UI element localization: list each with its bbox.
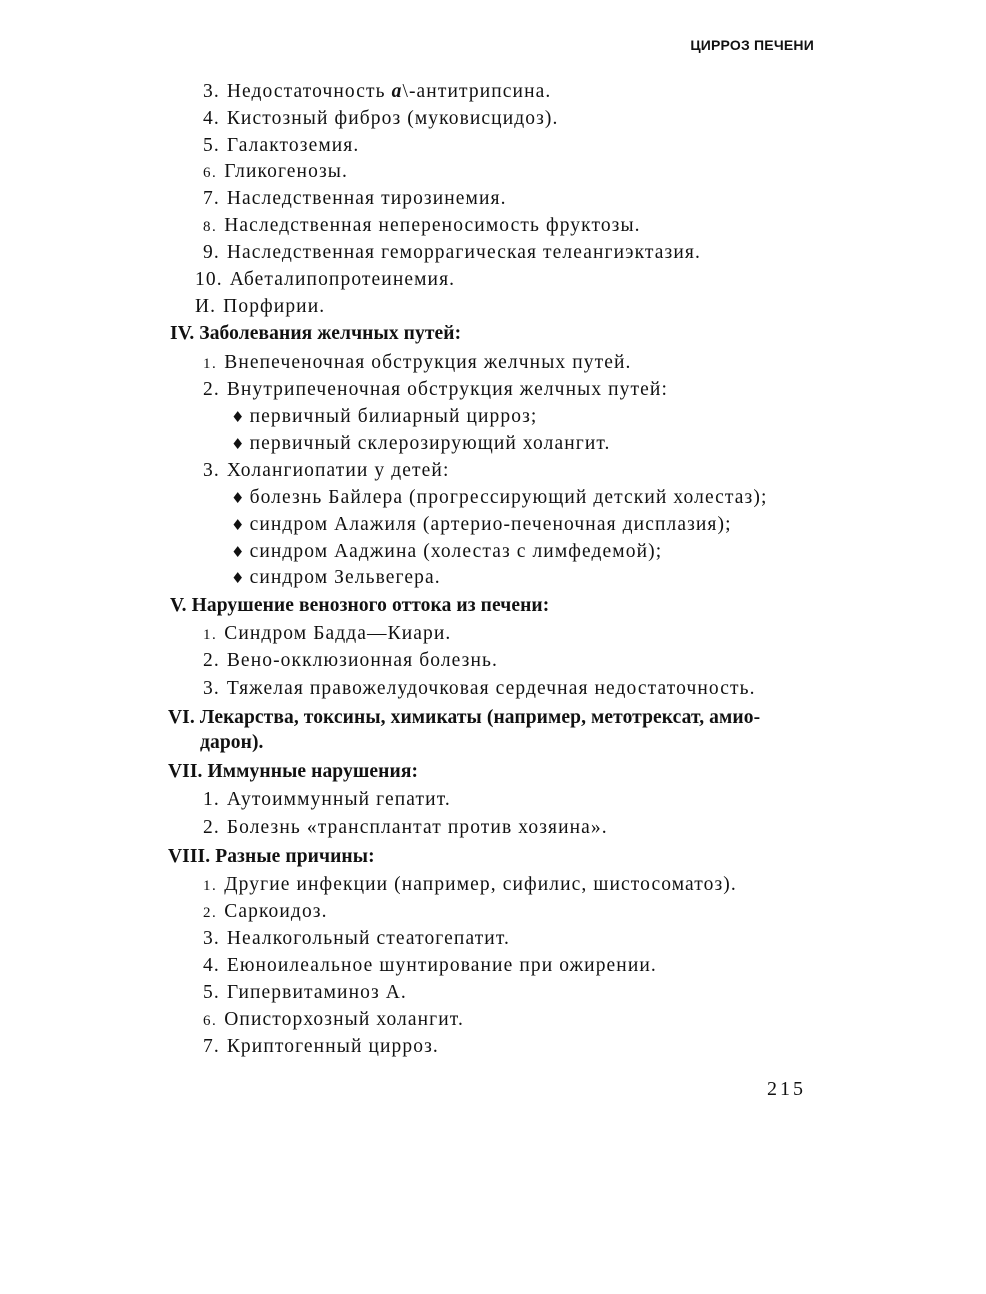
list-item: [203, 816, 608, 840]
item-text: Гликогенозы.: [224, 161, 348, 182]
item-number: 2.: [203, 905, 218, 921]
bullet-text: болезнь Байлера (прогрессирующий детский холестаз);: [249, 487, 768, 508]
list-item: [203, 954, 657, 978]
item-text: Внутрипеченочная обструкция желчных путей:: [226, 379, 668, 400]
item-text: Наследственная непереносимость фруктозы.: [224, 215, 641, 236]
list-item: [203, 80, 551, 104]
item-text: Порфирии.: [223, 296, 326, 317]
item-number: 3.: [203, 678, 220, 699]
bullet-text: синдром Ааджина (холестаз с лимфедемой);: [249, 541, 663, 562]
list-item: [203, 981, 407, 1005]
section-heading-vii: VII. Иммунные нарушения:: [168, 761, 419, 782]
list-item: [203, 214, 641, 239]
diamond-bullet-icon: ♦: [231, 516, 246, 534]
list-item: [203, 378, 668, 402]
diamond-bullet-icon: ♦: [231, 543, 246, 561]
item-number: И.: [195, 296, 217, 317]
item-text-pre: Недостаточность: [226, 81, 392, 102]
item-text: Неалкогольный стеатогепатит.: [226, 928, 510, 949]
running-title: ЦИРРОЗ ПЕЧЕНИ: [690, 37, 814, 53]
diamond-bullet-icon: ♦: [231, 435, 246, 453]
item-number: 5.: [203, 982, 220, 1003]
item-number: 4.: [203, 108, 220, 129]
list-item: [203, 187, 507, 211]
item-number: 10.: [195, 269, 223, 290]
item-number: 3.: [203, 460, 220, 481]
item-text: Вено-окклюзионная болезнь.: [226, 650, 498, 671]
item-number: 6.: [203, 1013, 218, 1029]
item-text: Еюноилеальное шунтирование при ожирении.: [226, 955, 657, 976]
diamond-bullet-icon: ♦: [231, 408, 246, 426]
item-number: 1.: [203, 878, 218, 894]
bullet-text: первичный билиарный цирроз;: [249, 406, 538, 427]
bullet-item: [231, 486, 767, 510]
item-text-symbol: a: [391, 81, 403, 102]
list-item: [203, 788, 451, 812]
item-text-post: \-антитрипсина.: [402, 81, 552, 102]
list-item: [203, 1035, 439, 1059]
list-item: [203, 160, 348, 185]
item-number: 3.: [203, 928, 220, 949]
item-number: 4.: [203, 955, 220, 976]
list-item: [203, 900, 328, 925]
item-number: 2.: [203, 650, 220, 671]
bullet-text: синдром Алажиля (артерио-печеночная дисплазия);: [249, 514, 732, 535]
item-number: 1.: [203, 356, 218, 372]
list-item: [203, 622, 451, 647]
list-item: [203, 677, 756, 701]
bullet-item: [231, 540, 662, 564]
list-item: [203, 927, 510, 951]
item-text: Кистозный фиброз (муковисцидоз).: [226, 108, 559, 129]
list-item: [203, 649, 498, 673]
list-item: [195, 295, 325, 319]
list-item: [203, 107, 559, 131]
item-number: 1.: [203, 789, 220, 810]
section-heading-viii: VIII. Разные причины:: [168, 846, 375, 867]
item-number: 2.: [203, 817, 220, 838]
item-number: 7.: [203, 188, 220, 209]
list-item: [203, 1008, 464, 1033]
item-text: Внепеченочная обструкция желчных путей.: [224, 352, 632, 373]
item-number: 9.: [203, 242, 220, 263]
section-heading-iv: IV. Заболевания желчных путей:: [170, 323, 462, 344]
section-heading-vi-continuation: дарон).: [200, 732, 264, 753]
item-number: 1.: [203, 627, 218, 643]
diamond-bullet-icon: ♦: [231, 489, 246, 507]
section-heading-v: V. Нарушение венозного оттока из печени:: [170, 595, 550, 616]
item-text: Болезнь «трансплантат против хозяина».: [226, 817, 608, 838]
item-text: Описторхозный холангит.: [224, 1009, 464, 1030]
item-number: 3.: [203, 81, 220, 102]
item-number: 8.: [203, 219, 218, 235]
item-text: Криптогенный цирроз.: [226, 1036, 439, 1057]
list-item: [203, 241, 701, 265]
list-item: [203, 134, 359, 158]
item-text: Галактоземия.: [226, 135, 360, 156]
item-number: 2.: [203, 379, 220, 400]
item-text: Наследственная тирозинемия.: [226, 188, 507, 209]
item-text: Синдром Бадда—Киари.: [224, 623, 452, 644]
bullet-item: [231, 405, 537, 429]
item-number: 5.: [203, 135, 220, 156]
item-text: Тяжелая правожелудочковая сердечная недостаточность.: [226, 678, 756, 699]
item-text: Абеталипопротеинемия.: [229, 269, 456, 290]
item-text: Другие инфекции (например, сифилис, шистосоматоз).: [224, 874, 737, 895]
item-text: Саркоидоз.: [224, 901, 328, 922]
bullet-text: синдром Зельвегера.: [249, 567, 441, 588]
list-item: [203, 873, 737, 898]
bullet-item: [231, 566, 441, 590]
list-item: [203, 351, 632, 376]
diamond-bullet-icon: ♦: [231, 569, 246, 587]
bullet-text: первичный склерозирующий холангит.: [249, 433, 611, 454]
item-text: Наследственная геморрагическая телеангиэктазия.: [226, 242, 701, 263]
item-text: Гипервитаминоз А.: [226, 982, 407, 1003]
page-number: 215: [767, 1078, 806, 1100]
item-text: Аутоиммунный гепатит.: [226, 789, 451, 810]
list-item: [195, 268, 455, 292]
section-heading-vi: VI. Лекарства, токсины, химикаты (например, метотрексат, амио-: [168, 707, 761, 728]
item-text: Холангиопатии у детей:: [226, 460, 450, 481]
bullet-item: [231, 432, 611, 456]
list-item: [203, 459, 449, 483]
item-number: 6.: [203, 165, 218, 181]
item-number: 7.: [203, 1036, 220, 1057]
bullet-item: [231, 513, 732, 537]
